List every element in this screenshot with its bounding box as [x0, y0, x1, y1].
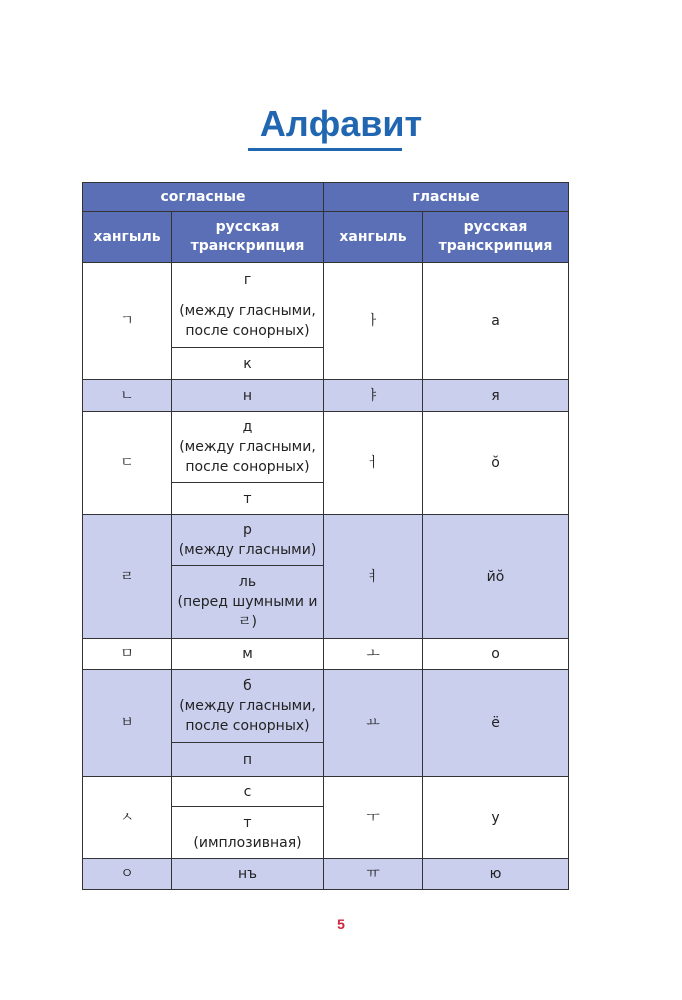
table-row [83, 777, 569, 807]
table-row [83, 670, 569, 743]
page-title: Алфавит [259, 103, 423, 144]
vowel-hangul: ㅜ [324, 777, 423, 859]
consonant-transcription [172, 670, 324, 743]
consonant-transcription [172, 412, 324, 483]
page-number: 5 [337, 916, 345, 932]
consonant-transcription [172, 515, 324, 566]
transcription-note: (между гласными, после сонорных) [179, 698, 316, 734]
consonant-transcription [172, 263, 324, 348]
consonant-transcription: нъ [172, 859, 324, 890]
consonant-hangul: ㅂ [83, 670, 172, 777]
table-row [83, 639, 569, 670]
consonant-hangul: ㅁ [83, 639, 172, 670]
table-group-header [83, 183, 569, 212]
vowel-transcription: я [423, 380, 569, 412]
transcription-main: г [243, 271, 252, 288]
consonant-hangul: ㄷ [83, 412, 172, 515]
vowel-hangul: ㅑ [324, 380, 423, 412]
consonant-hangul: ㄹ [83, 515, 172, 639]
transcription-note: (между гласными, после сонорных) [179, 302, 316, 339]
consonant-transcription: к [172, 348, 324, 380]
table-row [83, 380, 569, 412]
vowel-hangul: ㅓ [324, 412, 423, 515]
vowel-hangul: ㅠ [324, 859, 423, 890]
consonant-transcription: м [172, 639, 324, 670]
consonants-header: согласные [83, 183, 324, 212]
consonant-transcription: т [172, 483, 324, 515]
table-row [83, 412, 569, 483]
table-row [83, 263, 569, 348]
consonant-hangul-header: хангыль [83, 212, 172, 263]
consonant-hangul: ㄱ [83, 263, 172, 380]
transcription-main: д [242, 419, 253, 435]
table-row [83, 515, 569, 566]
table-column-header [83, 212, 569, 263]
transcription-note: (имплозивная) [193, 834, 302, 851]
vowel-hangul-header: хангыль [324, 212, 423, 263]
transcription-note: (между гласными) [178, 542, 317, 558]
title-underline [248, 148, 402, 151]
transcription-main: ль [238, 574, 257, 590]
vowel-transcription: ŏ [423, 412, 569, 515]
vowel-hangul: ㅕ [324, 515, 423, 639]
consonant-transcription [172, 566, 324, 639]
consonant-transcription: с [172, 777, 324, 807]
vowel-transcription: ю [423, 859, 569, 890]
vowels-header: гласные [324, 183, 569, 212]
vowel-hangul: ㅗ [324, 639, 423, 670]
vowel-transcription: ё [423, 670, 569, 777]
consonant-transcription: п [172, 743, 324, 777]
transcription-note: (между гласными, после сонорных) [179, 439, 316, 475]
alphabet-table [82, 182, 569, 890]
vowel-transcription: о [423, 639, 569, 670]
vowel-hangul: ㅏ [324, 263, 423, 380]
transcription-note: (перед шумными и ㄹ) [177, 594, 318, 630]
vowel-transcription: йŏ [423, 515, 569, 639]
consonant-transcription [172, 807, 324, 859]
transcription-main: т [243, 814, 252, 831]
vowel-transcription-header: русская транскрипция [423, 212, 569, 263]
transcription-main: р [243, 522, 252, 538]
consonant-hangul: ㄴ [83, 380, 172, 412]
consonant-transcription: н [172, 380, 324, 412]
consonant-hangul: ㅅ [83, 777, 172, 859]
consonant-hangul: ㅇ [83, 859, 172, 890]
consonant-transcription-header: русская транскрипция [172, 212, 324, 263]
table-row [83, 859, 569, 890]
transcription-main: б [243, 678, 252, 694]
vowel-transcription: у [423, 777, 569, 859]
vowel-hangul: ㅛ [324, 670, 423, 777]
vowel-transcription: а [423, 263, 569, 380]
